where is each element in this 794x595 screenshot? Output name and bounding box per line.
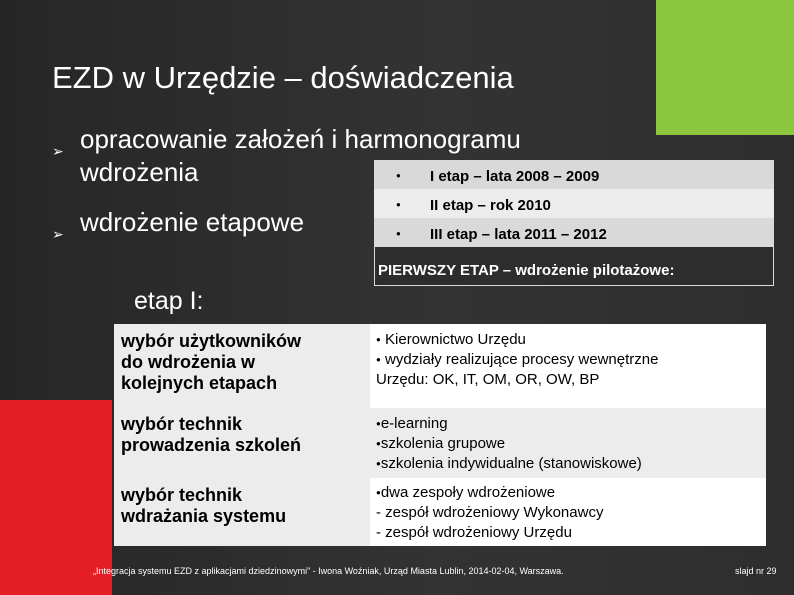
detail-line bbox=[376, 483, 766, 503]
slide-number: slajd nr 29 bbox=[735, 566, 777, 576]
row-label-cell bbox=[114, 478, 370, 546]
bullet-dot-icon: ● bbox=[376, 439, 381, 449]
bullet-text-line2: wdrożenia bbox=[80, 157, 199, 187]
detail-line bbox=[376, 454, 766, 474]
arrow-bullet-icon: ➢ bbox=[52, 143, 64, 159]
row-label-cell bbox=[114, 408, 370, 478]
arrow-bullet-icon: ➢ bbox=[52, 226, 64, 242]
row-label-line: wybór użytkowników bbox=[121, 331, 302, 351]
phase-label: III etap – lata 2011 – 2012 bbox=[430, 226, 607, 243]
detail-line bbox=[376, 330, 766, 350]
detail-text: Kierownictwo Urzędu bbox=[380, 331, 526, 348]
bullet-dot-icon: ● bbox=[396, 171, 401, 180]
detail-line bbox=[376, 434, 766, 454]
row-label-line: kolejnych etapach bbox=[121, 373, 278, 393]
bullet-dot-icon: ● bbox=[376, 419, 381, 429]
phase-item-3 bbox=[374, 218, 774, 246]
detail-text: szkolenia grupowe bbox=[380, 435, 506, 453]
row-label-line: do wdrożenia w bbox=[121, 352, 256, 372]
bullet-dot-icon: ● bbox=[376, 335, 381, 345]
etap-label: etap I: bbox=[134, 287, 204, 315]
bullet-dot-icon: ● bbox=[376, 488, 381, 498]
table-row bbox=[114, 324, 766, 408]
detail-text: szkolenia indywidualne (stanowiskowe) bbox=[380, 455, 642, 473]
detail-text: wydziały realizujące procesy wewnętrzne bbox=[380, 351, 659, 369]
row-label-line: wybór technik bbox=[121, 414, 243, 434]
detail-line bbox=[376, 503, 766, 523]
phase-item-2 bbox=[374, 189, 774, 218]
table-row bbox=[114, 478, 766, 546]
detail-text: e-learning bbox=[380, 415, 448, 432]
bullet-dot-icon: ● bbox=[396, 229, 401, 238]
row-label-cell bbox=[114, 324, 370, 408]
pilot-heading: PIERWSZY ETAP – wdrożenie pilotażowe: bbox=[374, 246, 774, 286]
slide-title: EZD w Urzędzie – doświadczenia bbox=[52, 60, 514, 95]
bullet-text-line1: opracowanie założeń i harmonogramu bbox=[80, 124, 521, 154]
table-row bbox=[114, 408, 766, 478]
footer-citation: „Integracja systemu EZD z aplikacjami dziedzinowymi” - Iwona Woźniak, Urząd Miasta Lublin, 2014-02-04, Warszawa. bbox=[93, 566, 564, 576]
row-label-line: wdrażania systemu bbox=[121, 506, 287, 526]
row-detail-cell bbox=[370, 324, 766, 408]
phase-label: II etap – rok 2010 bbox=[430, 197, 551, 214]
detail-text: - zespół wdrożeniowy Urzędu bbox=[376, 524, 572, 542]
detail-text: Urzędu: OK, IT, OM, OR, OW, BP bbox=[376, 371, 600, 389]
detail-text: - zespół wdrożeniowy Wykonawcy bbox=[376, 504, 604, 522]
green-accent-block bbox=[656, 0, 794, 135]
bullet-dot-icon: ● bbox=[396, 200, 401, 209]
row-detail-cell bbox=[370, 478, 766, 546]
detail-line bbox=[376, 350, 766, 370]
bullet-dot-icon: ● bbox=[376, 459, 381, 469]
phase-item-1 bbox=[374, 160, 774, 189]
bullet-dot-icon: ● bbox=[376, 355, 381, 365]
phase-label: I etap – lata 2008 – 2009 bbox=[430, 168, 600, 185]
row-label-line: prowadzenia szkoleń bbox=[121, 435, 302, 455]
bullet-text: wdrożenie etapowe bbox=[80, 207, 305, 237]
detail-text: dwa zespoły wdrożeniowe bbox=[380, 484, 556, 501]
row-detail-cell bbox=[370, 408, 766, 478]
detail-line bbox=[376, 523, 766, 543]
row-label-line: wybór technik bbox=[121, 485, 243, 505]
detail-line bbox=[376, 370, 766, 390]
detail-line bbox=[376, 414, 766, 434]
